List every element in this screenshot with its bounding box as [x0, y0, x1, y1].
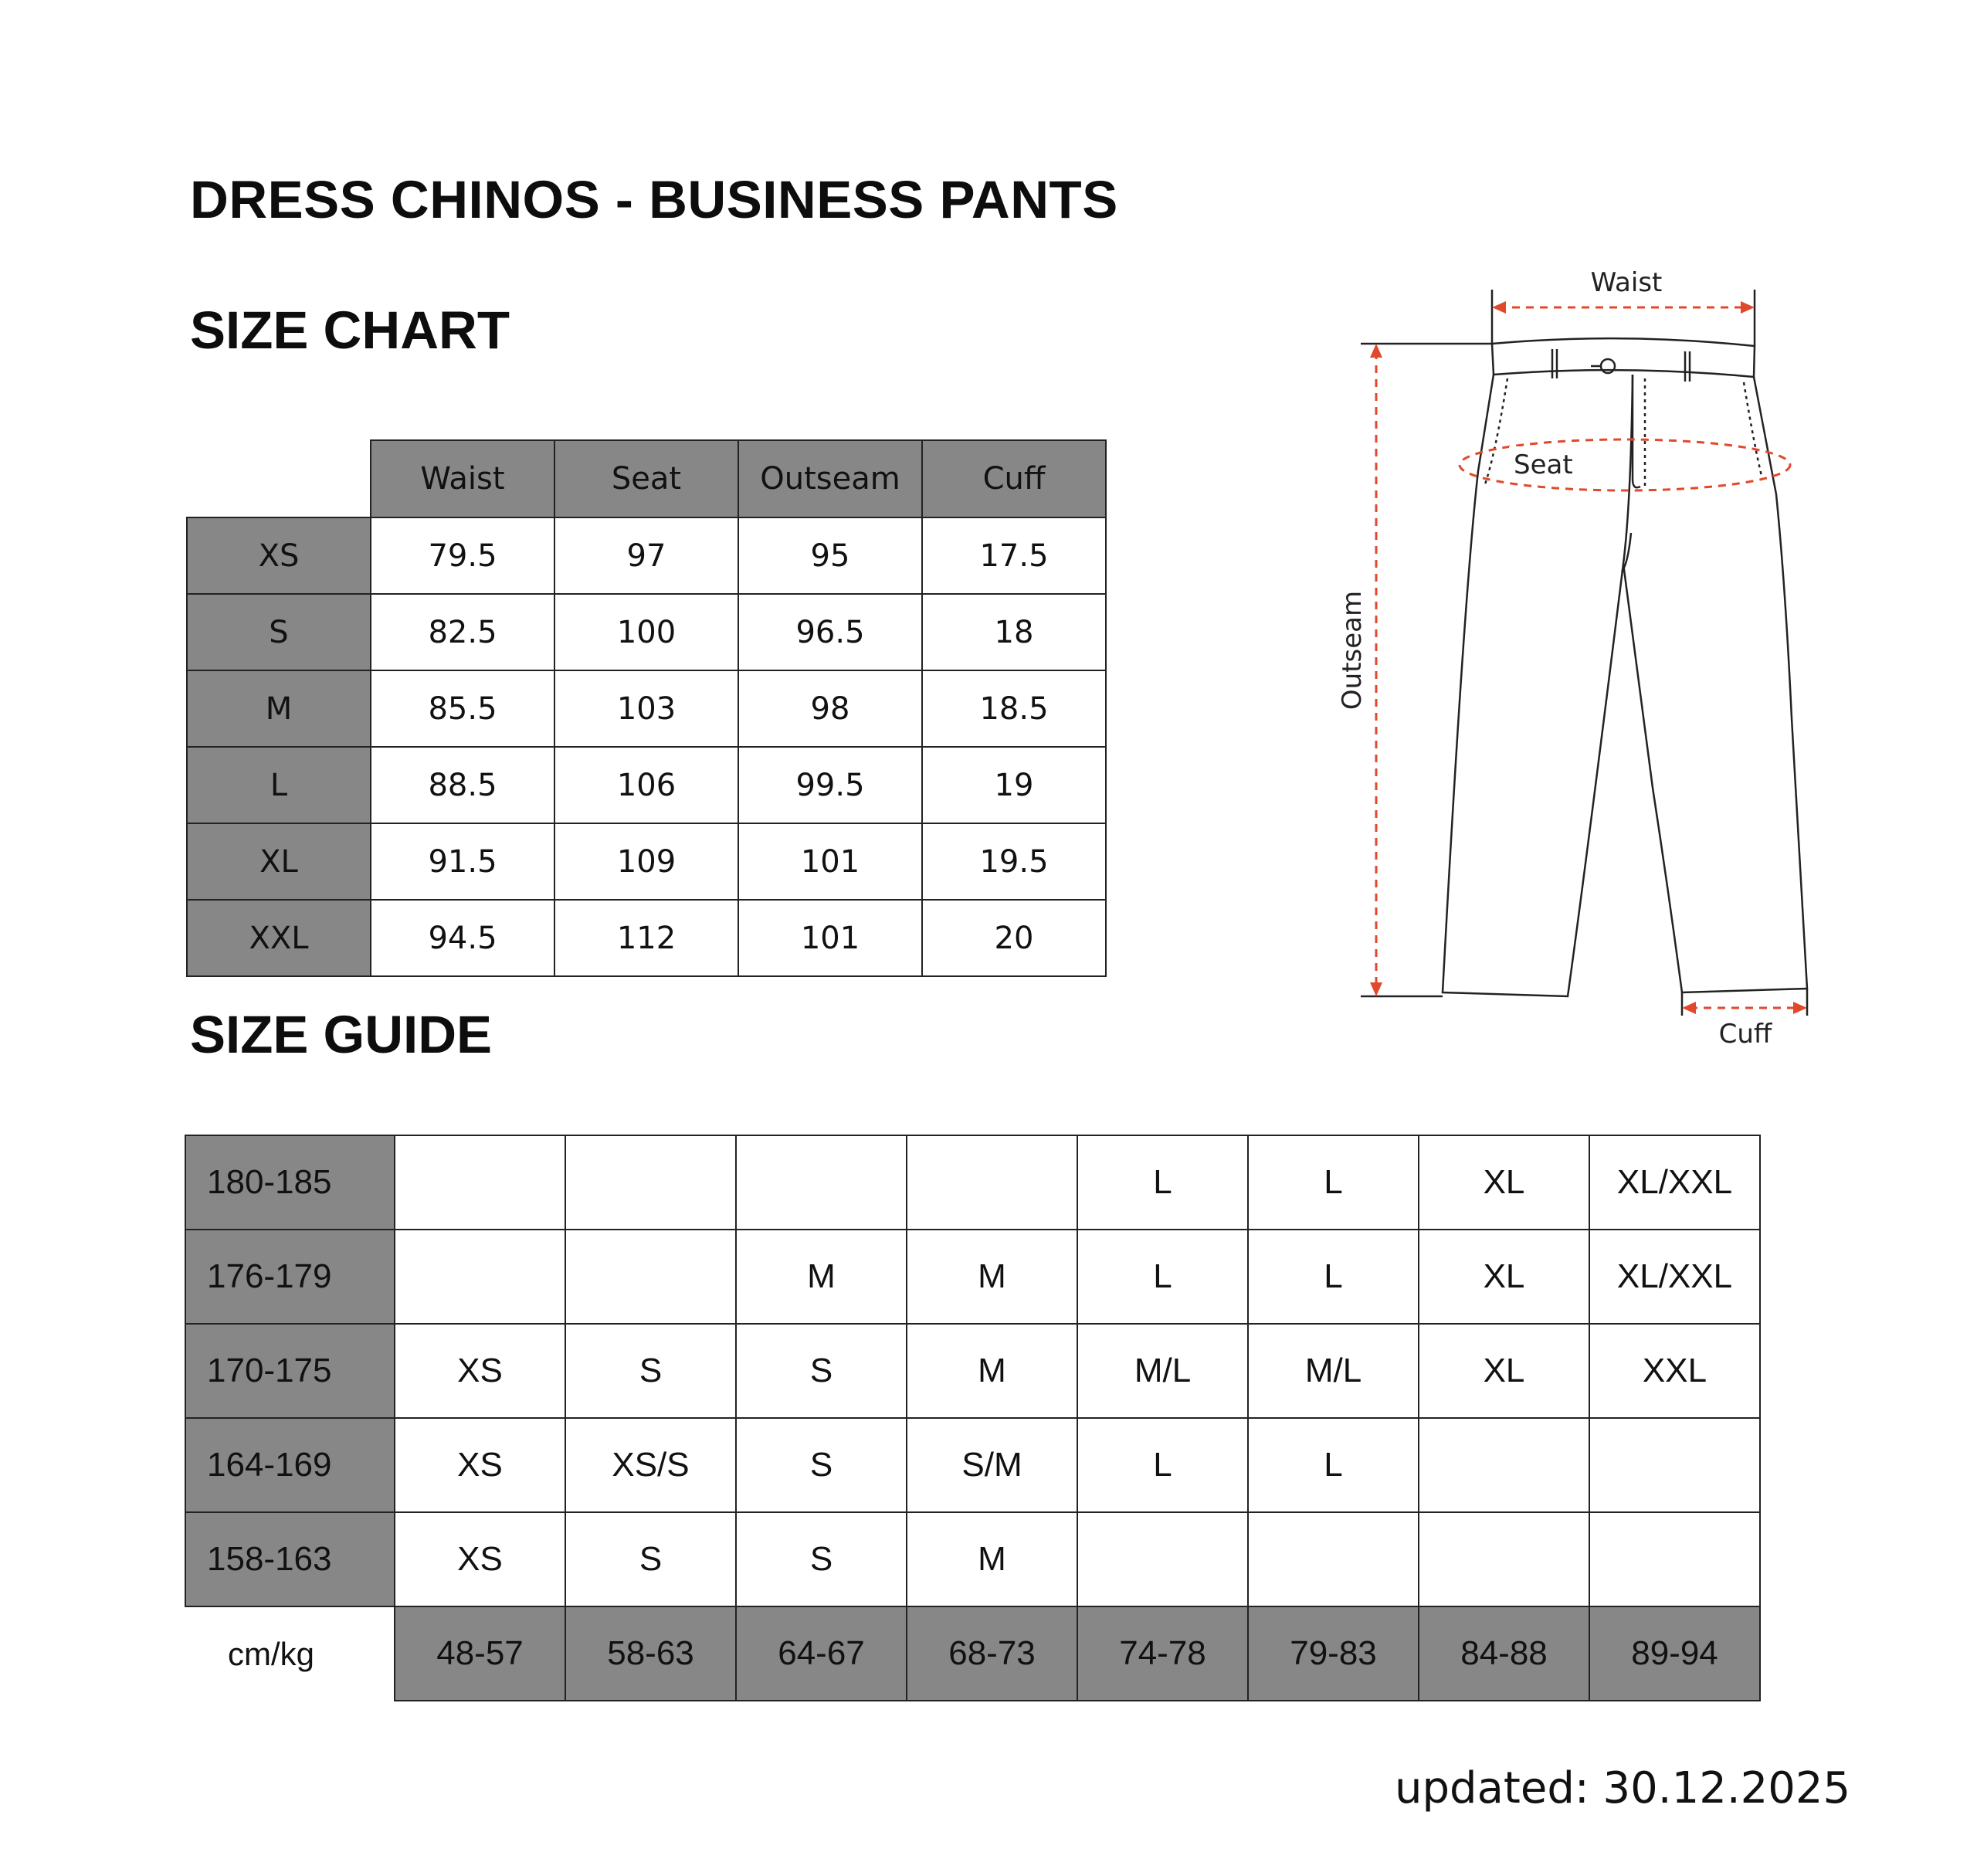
- table-cell: XL/XXL: [1589, 1135, 1760, 1230]
- table-cell: XS/S: [565, 1418, 736, 1512]
- table-cell: M: [736, 1230, 907, 1324]
- table-cell: XS: [395, 1512, 565, 1606]
- weight-row: [185, 1606, 1760, 1701]
- table-cell: [1248, 1512, 1419, 1606]
- weight-label: 48-57: [395, 1606, 565, 1701]
- size-label: L: [187, 747, 371, 823]
- table-row: [187, 747, 1106, 823]
- table-cell: M/L: [1077, 1324, 1248, 1418]
- table-cell: S: [736, 1418, 907, 1512]
- table-cell: 97: [554, 517, 738, 594]
- table-cell: XL: [1419, 1135, 1589, 1230]
- table-cell: 99.5: [738, 747, 922, 823]
- table-row: [185, 1135, 1760, 1230]
- table-row: [187, 594, 1106, 670]
- table-cell: M: [907, 1230, 1077, 1324]
- size-label: M: [187, 670, 371, 747]
- table-cell: [1419, 1512, 1589, 1606]
- table-cell: 18: [922, 594, 1106, 670]
- size-chart-corner: [187, 440, 371, 517]
- table-row: [185, 1230, 1760, 1324]
- table-cell: L: [1248, 1135, 1419, 1230]
- column-header-cuff: Cuff: [922, 440, 1106, 517]
- seat-label: Seat: [1514, 449, 1573, 480]
- table-cell: [1077, 1512, 1248, 1606]
- arrow-heads: [1370, 301, 1807, 1014]
- table-cell: 19: [922, 747, 1106, 823]
- weight-label: 68-73: [907, 1606, 1077, 1701]
- table-cell: [1589, 1512, 1760, 1606]
- table-cell: S: [565, 1512, 736, 1606]
- size-label: XXL: [187, 900, 371, 976]
- table-cell: L: [1248, 1230, 1419, 1324]
- table-cell: 96.5: [738, 594, 922, 670]
- updated-date: updated: 30.12.2025: [1395, 1763, 1851, 1813]
- table-cell: 101: [738, 900, 922, 976]
- table-cell: 95: [738, 517, 922, 594]
- height-label: 180-185: [185, 1135, 395, 1230]
- weight-label: 64-67: [736, 1606, 907, 1701]
- table-cell: XL/XXL: [1589, 1230, 1760, 1324]
- table-row: [187, 517, 1106, 594]
- table-cell: S: [736, 1324, 907, 1418]
- page-title: DRESS CHINOS - BUSINESS PANTS: [190, 170, 1118, 229]
- outseam-label: Outseam: [1337, 590, 1368, 711]
- weight-label: 84-88: [1419, 1606, 1589, 1701]
- column-header-seat: Seat: [554, 440, 738, 517]
- size-label: XS: [187, 517, 371, 594]
- unit-label: cm/kg: [185, 1606, 395, 1701]
- pants-diagram: [1313, 255, 1853, 1058]
- table-cell: S/M: [907, 1418, 1077, 1512]
- table-cell: [907, 1135, 1077, 1230]
- table-cell: L: [1077, 1230, 1248, 1324]
- table-cell: 94.5: [371, 900, 554, 976]
- table-cell: 20: [922, 900, 1106, 976]
- table-cell: 106: [554, 747, 738, 823]
- table-cell: [1589, 1418, 1760, 1512]
- size-guide-heading: SIZE GUIDE: [190, 1005, 493, 1064]
- table-cell: M: [907, 1512, 1077, 1606]
- table-cell: 18.5: [922, 670, 1106, 747]
- table-cell: 101: [738, 823, 922, 900]
- height-label: 170-175: [185, 1324, 395, 1418]
- pants-outline: [1443, 338, 1807, 996]
- table-cell: [395, 1135, 565, 1230]
- table-cell: [1419, 1418, 1589, 1512]
- weight-label: 89-94: [1589, 1606, 1760, 1701]
- column-header-waist: Waist: [371, 440, 554, 517]
- table-cell: 91.5: [371, 823, 554, 900]
- table-row: [187, 900, 1106, 976]
- size-chart-table: [186, 439, 1107, 977]
- measurement-lines: [1376, 307, 1799, 1008]
- table-cell: L: [1077, 1418, 1248, 1512]
- height-label: 164-169: [185, 1418, 395, 1512]
- weight-label: 79-83: [1248, 1606, 1419, 1701]
- table-cell: M: [907, 1324, 1077, 1418]
- size-label: XL: [187, 823, 371, 900]
- table-row: [185, 1512, 1760, 1606]
- table-cell: 98: [738, 670, 922, 747]
- table-cell: 100: [554, 594, 738, 670]
- table-cell: L: [1248, 1418, 1419, 1512]
- table-cell: 109: [554, 823, 738, 900]
- size-chart-header-row: [187, 440, 1106, 517]
- table-cell: 82.5: [371, 594, 554, 670]
- table-row: [185, 1324, 1760, 1418]
- table-cell: XXL: [1589, 1324, 1760, 1418]
- waist-label: Waist: [1590, 267, 1663, 298]
- table-cell: [395, 1230, 565, 1324]
- height-label: 158-163: [185, 1512, 395, 1606]
- weight-label: 58-63: [565, 1606, 736, 1701]
- size-chart-heading: SIZE CHART: [190, 300, 510, 360]
- table-row: [187, 670, 1106, 747]
- size-label: S: [187, 594, 371, 670]
- table-cell: 88.5: [371, 747, 554, 823]
- table-cell: XS: [395, 1324, 565, 1418]
- table-cell: L: [1077, 1135, 1248, 1230]
- table-cell: 85.5: [371, 670, 554, 747]
- table-cell: XL: [1419, 1324, 1589, 1418]
- table-cell: 79.5: [371, 517, 554, 594]
- table-cell: S: [736, 1512, 907, 1606]
- height-label: 176-179: [185, 1230, 395, 1324]
- table-row: [185, 1418, 1760, 1512]
- table-cell: [736, 1135, 907, 1230]
- table-cell: 112: [554, 900, 738, 976]
- column-header-outseam: Outseam: [738, 440, 922, 517]
- table-cell: 19.5: [922, 823, 1106, 900]
- table-cell: XL: [1419, 1230, 1589, 1324]
- table-cell: XS: [395, 1418, 565, 1512]
- table-cell: 103: [554, 670, 738, 747]
- table-cell: S: [565, 1324, 736, 1418]
- table-cell: [565, 1135, 736, 1230]
- table-row: [187, 823, 1106, 900]
- table-cell: M/L: [1248, 1324, 1419, 1418]
- cuff-label: Cuff: [1718, 1019, 1772, 1050]
- table-cell: [565, 1230, 736, 1324]
- weight-label: 74-78: [1077, 1606, 1248, 1701]
- size-guide-table: [185, 1135, 1761, 1701]
- table-cell: 17.5: [922, 517, 1106, 594]
